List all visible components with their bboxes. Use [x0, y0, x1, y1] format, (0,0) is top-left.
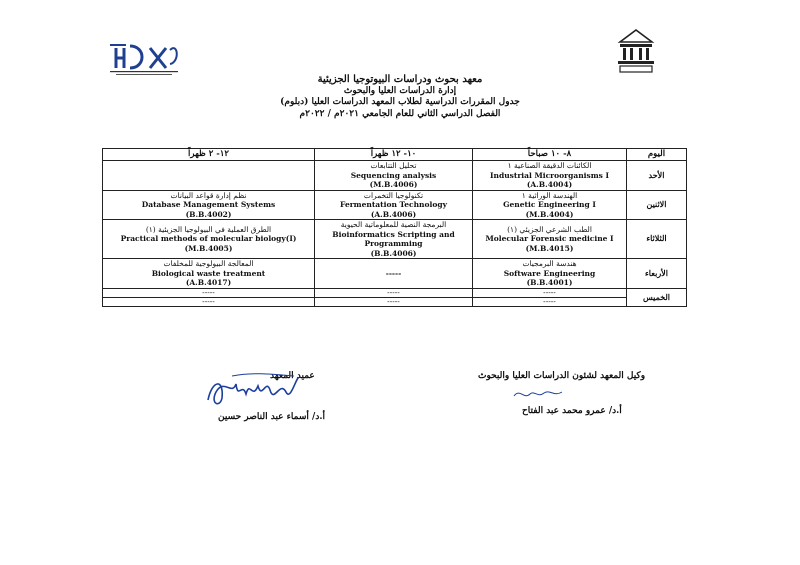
course-ar: تكنولوجيا التخمرات — [363, 190, 424, 200]
table-header-row — [103, 149, 687, 161]
day-cell: الاثنين — [627, 190, 687, 220]
empty-slot-cell — [315, 259, 473, 289]
column-header-slot2: ١٠- ١٢ ظهراً — [315, 149, 473, 161]
table-row — [103, 288, 687, 297]
course-code: (B.B.4001) — [526, 278, 573, 287]
vice-dean-title: وكيل المعهد لشئون الدراسات العليا والبحوث — [478, 371, 646, 381]
course-ar: الهندسة الوراثية ١ — [521, 190, 578, 200]
course-cell — [473, 259, 627, 289]
course-ar: نظم إدارة قواعد البيانات — [170, 190, 247, 200]
course-cell — [473, 161, 627, 191]
course-code: (B.B.4006) — [370, 248, 417, 258]
column-header-day: اليوم — [627, 149, 687, 161]
course-ar: المعالجة البيولوجية للمخلفات — [163, 259, 254, 268]
institute-logo-icon — [106, 38, 182, 78]
dean-name: أ.د/ أسماء عبد الناصر حسين — [218, 412, 325, 422]
course-en: Database Management Systems — [141, 200, 276, 209]
course-en: Software Engineering — [503, 268, 596, 278]
course-ar: الكائنات الدقيقة الصناعية ١ — [507, 161, 592, 170]
dean-title: عميد المعهد — [270, 371, 315, 381]
institute-name: معهد بحوث ودراسات البيوتوجيا الجزيئية — [317, 74, 483, 85]
document-header — [250, 74, 550, 120]
day-cell: الأحد — [627, 161, 687, 191]
table-row — [103, 259, 687, 289]
dean-signature — [202, 370, 302, 412]
empty-cell — [103, 161, 315, 191]
schedule-table — [102, 148, 687, 307]
empty-slot-cell: ----- — [315, 288, 473, 297]
course-en: Genetic Engineering I — [503, 200, 596, 209]
course-ar: تحليل التتابعات — [370, 161, 417, 170]
course-ar: الطرق العملية في البيولوجيا الجزيئية (١) — [145, 224, 272, 234]
course-ar: هندسة البرمجيات — [522, 259, 577, 268]
table-row — [103, 297, 687, 306]
table-row — [103, 190, 687, 220]
department-name: إدارة الدراسات العليا والبحوث — [343, 85, 457, 96]
course-code: (A.B.4017) — [185, 278, 232, 287]
empty-slot-cell: ----- — [315, 297, 473, 306]
course-en: Fermentation Technology — [340, 200, 447, 209]
vice-dean-signature — [510, 384, 570, 404]
course-en: Biological waste treatment — [151, 268, 266, 278]
course-en: Bioinformatics Scripting and Programming — [332, 229, 455, 248]
course-en: Practical methods of molecular biology(I) — [120, 234, 297, 244]
course-code: (M.B.4015) — [525, 243, 574, 253]
course-cell — [103, 220, 315, 259]
course-cell — [103, 259, 315, 289]
schedule-title: جدول المقررات الدراسية لطلاب المعهد الدراسات العليا (دبلوم) — [280, 97, 520, 107]
course-en: Industrial Microorganisms I — [490, 170, 609, 180]
course-code: (A.B.4004) — [526, 180, 573, 189]
course-cell — [315, 161, 473, 191]
course-cell — [103, 190, 315, 220]
course-code: (A.B.4006) — [370, 209, 417, 219]
course-en: Sequencing analysis — [350, 170, 437, 180]
day-cell: الأربعاء — [627, 259, 687, 289]
university-logo-icon — [612, 28, 660, 74]
column-header-slot1: ٨- ١٠ صباحاً — [473, 149, 627, 161]
column-header-slot3: ١٢- ٢ ظهراً — [103, 149, 315, 161]
empty-slot-cell: ----- — [473, 288, 627, 297]
course-cell — [473, 190, 627, 220]
course-code: (B.B.4002) — [185, 209, 232, 219]
course-cell — [315, 190, 473, 220]
day-cell: الثلاثاء — [627, 220, 687, 259]
course-code: (M.B.4005) — [184, 243, 233, 253]
course-ar: الطب الشرعي الجزيئي (١) — [507, 224, 592, 234]
course-cell — [473, 220, 627, 259]
empty-slot-cell: ----- — [103, 288, 315, 297]
empty-slot-dash: ----- — [385, 268, 402, 278]
vice-dean-name: أ.د/ عمرو محمد عبد الفتاح — [522, 406, 622, 416]
empty-slot-cell: ----- — [473, 297, 627, 306]
course-en: Molecular Forensic medicine I — [485, 234, 614, 244]
course-code: (M.B.4006) — [369, 180, 418, 189]
course-code: (M.B.4004) — [525, 209, 574, 219]
table-row — [103, 220, 687, 259]
course-cell — [315, 220, 473, 259]
semester-line: الفصل الدراسي الثاني للعام الجامعي ٢٠٢١م / ٢٠٢٢م — [299, 108, 501, 119]
course-ar: البرمجة النصية للمعلوماتية الحيوية — [340, 220, 447, 229]
day-cell: الخميس — [627, 288, 687, 306]
empty-slot-cell: ----- — [103, 297, 315, 306]
table-row — [103, 161, 687, 191]
